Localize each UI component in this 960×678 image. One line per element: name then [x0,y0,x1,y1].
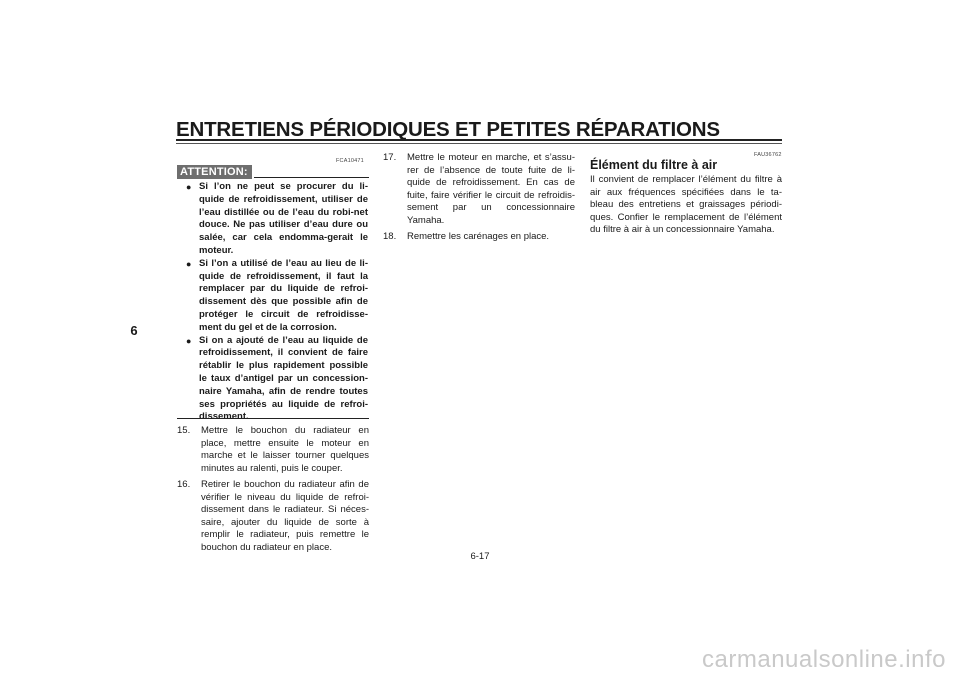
section-code: FAU36762 [754,152,782,158]
steps-left [177,425,369,554]
step-item [383,152,575,227]
bullet-icon: ● [186,335,192,346]
section-body: Il convient de remplacer l’élément du filtre à air aux fréquences spécifiées dans le ta-bleau des entretiens et graissages périodi-ques. Confier le remplacement de l’élément du filtre à air à un concessionnaire Yamaha. [590,174,782,235]
step-number: 17. [383,152,397,163]
step-item [383,231,575,244]
section-title: Élément du filtre à air [590,158,718,172]
bullet-icon: ● [186,258,192,269]
step-number: 16. [177,479,191,490]
bullet-icon: ● [186,182,192,192]
title-rule [176,139,782,141]
caution-top-rule [254,177,369,178]
step-item [177,425,369,475]
steps-middle [383,152,575,244]
step-text: Remettre les carénages en place. [407,231,550,242]
watermark: carmanualsonline.info [702,646,946,673]
step-item [177,479,369,554]
page-number: 6-17 [470,551,490,562]
caution-item [186,181,368,258]
step-text: Mettre le moteur en marche, et s’assu-rer de l’absence de toute fuite de li-quide de refroidissement. En cas de fuite, faire vérifier le circuit de refroidis-sement par un concessionnaire Yamaha. [407,152,575,226]
chapter-tab: 6 [130,323,138,338]
caution-item-text: Si on a ajouté de l’eau au liquide de refroidissement, il convient de faire rétablir le plus rapidement possible le taux d’antigel par un concession-naire Yamaha, afin de rendre toutes ses propriétés au liquide de refroi-dissement. [199,334,368,423]
caution-list [186,181,368,424]
step-text: Mettre le bouchon du radiateur en place, mettre ensuite le moteur en marche et le laisser tourner quelques minutes au ralenti, puis le couper. [201,425,369,474]
caution-label: ATTENTION: [177,165,252,179]
caution-item [186,258,368,335]
step-number: 18. [383,231,397,242]
caution-bottom-rule [177,418,369,419]
caution-item [186,335,368,425]
page-title: ENTRETIENS PÉRIODIQUES ET PETITES RÉPARATIONS [176,118,720,141]
caution-item-text: Si l’on ne peut se procurer du li-quide de refroidissement, utiliser de l’eau distillée ou de l’eau du robi-net douce. Ne pas utiliser d’eau dure ou salée, car cela endomma-gerait le moteur. [199,181,368,256]
title-rule-thin [176,143,782,144]
step-number: 15. [177,425,191,436]
caution-item-text: Si l’on a utilisé de l’eau au lieu de li-quide de refroidissement, il faut la remplacer par du liquide de refroi-dissement dès que possible afin de protéger le circuit de refroidisse-ment du gel et de la corrosion. [199,257,368,333]
step-text: Retirer le bouchon du radiateur afin de vérifier le niveau du liquide de refroi-dissement dans le radiateur. Si néces-saire, ajouter du liquide de sorte à remplir le radiateur, puis remettre le bouchon du radiateur en place. [201,479,369,553]
caution-code: FCA10471 [336,158,364,164]
